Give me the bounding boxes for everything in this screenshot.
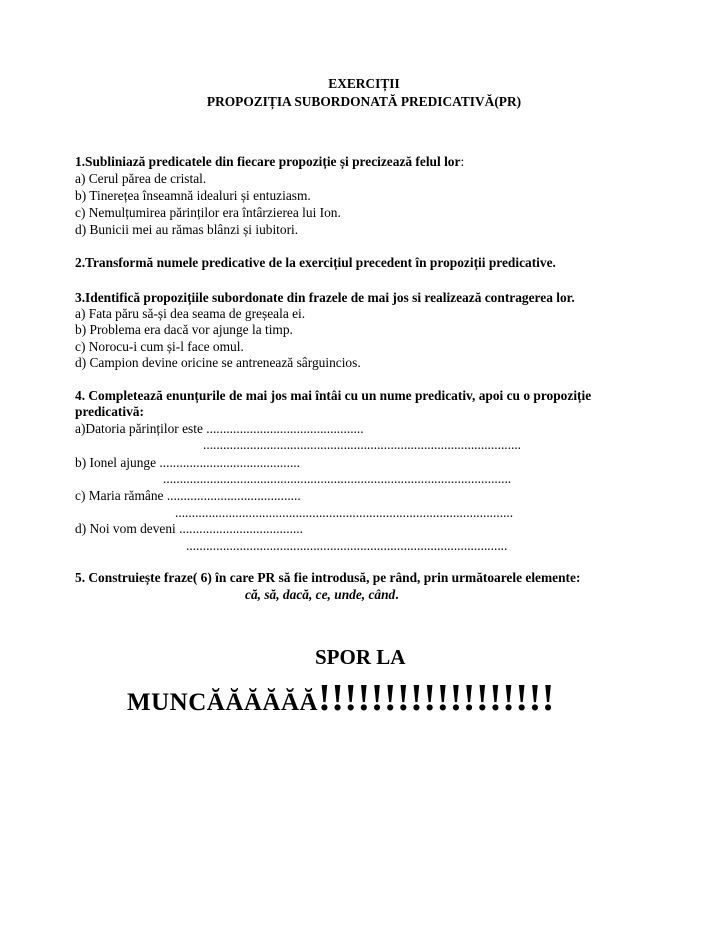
closing-line-1: SPOR LA — [315, 645, 406, 669]
list-item: b) Tinerețea înseamnă idealuri și entuziasm. — [75, 188, 311, 203]
closing-exclamations: !!!!!!!!!!!!!!!!!! — [318, 677, 555, 719]
exercise-3-heading: 3.Identifică propozițiile subordonate din frazele de mai jos si realizează contragerea lor. — [75, 290, 575, 305]
fill-in-dots: ............................................................................................... — [203, 437, 522, 452]
closing-line-2 — [127, 676, 555, 728]
fill-in-line: b) Ionel ajunge .......................................... — [75, 455, 301, 470]
list-item: d) Campion devine oricine se antrenează sârguincios. — [75, 355, 361, 370]
exercise-1-heading-text: 1.Subliniază predicatele din fiecare propoziție și precizează felul lor — [75, 154, 461, 169]
fill-in-dots: ................................................................................................ — [186, 538, 508, 553]
list-item: c) Nemulțumirea părinților era întârzierea lui Ion. — [75, 205, 341, 220]
page-subtitle: PROPOZIȚIA SUBORDONATĂ PREDICATIVĂ(PR) — [206, 94, 522, 109]
list-item: a) Cerul părea de cristal. — [75, 171, 207, 186]
list-item: a) Fata păru să-și dea seama de greșeala ei. — [75, 306, 306, 321]
exercise-4-heading-line1: 4. Completează enunțurile de mai jos mai întâi cu un nume predicativ, apoi cu o propoziție — [75, 388, 592, 403]
exercise-5-heading: 5. Construiește fraze( 6) în care PR să fie introdusă, pe rând, prin următoarele elemente: — [75, 570, 581, 585]
exercise-4-heading-line2: predicativă: — [75, 404, 144, 419]
fill-in-line: a)Datoria părinților este ............................................... — [75, 421, 364, 436]
fill-in-line: c) Maria rămâne ........................................ — [75, 488, 301, 503]
elements-list: că, să, dacă, ce, unde, când — [245, 587, 396, 602]
list-item: d) Bunicii mei au rămas blânzi și iubitori. — [75, 222, 299, 237]
closing-word: MUNCĂĂĂĂĂĂ — [127, 689, 319, 716]
exercise-2-heading: 2.Transformă numele predicative de la exercițiul precedent în propoziții predicative. — [75, 255, 556, 270]
fill-in-dots: ........................................................................................................ — [163, 471, 512, 486]
exercise-1-heading — [75, 154, 464, 170]
list-item: c) Norocu-i cum și-l face omul. — [75, 339, 244, 354]
list-item: b) Problema era dacă vor ajunge la timp. — [75, 322, 293, 337]
exercise-1-heading-colon: : — [460, 154, 465, 169]
fill-in-dots: ..................................................................................................... — [175, 505, 514, 520]
page-title: EXERCIȚII — [328, 76, 400, 91]
fill-in-line: d) Noi vom deveni ..................................... — [75, 521, 303, 536]
elements-period: . — [395, 587, 399, 602]
exercise-5-elements — [245, 587, 399, 603]
